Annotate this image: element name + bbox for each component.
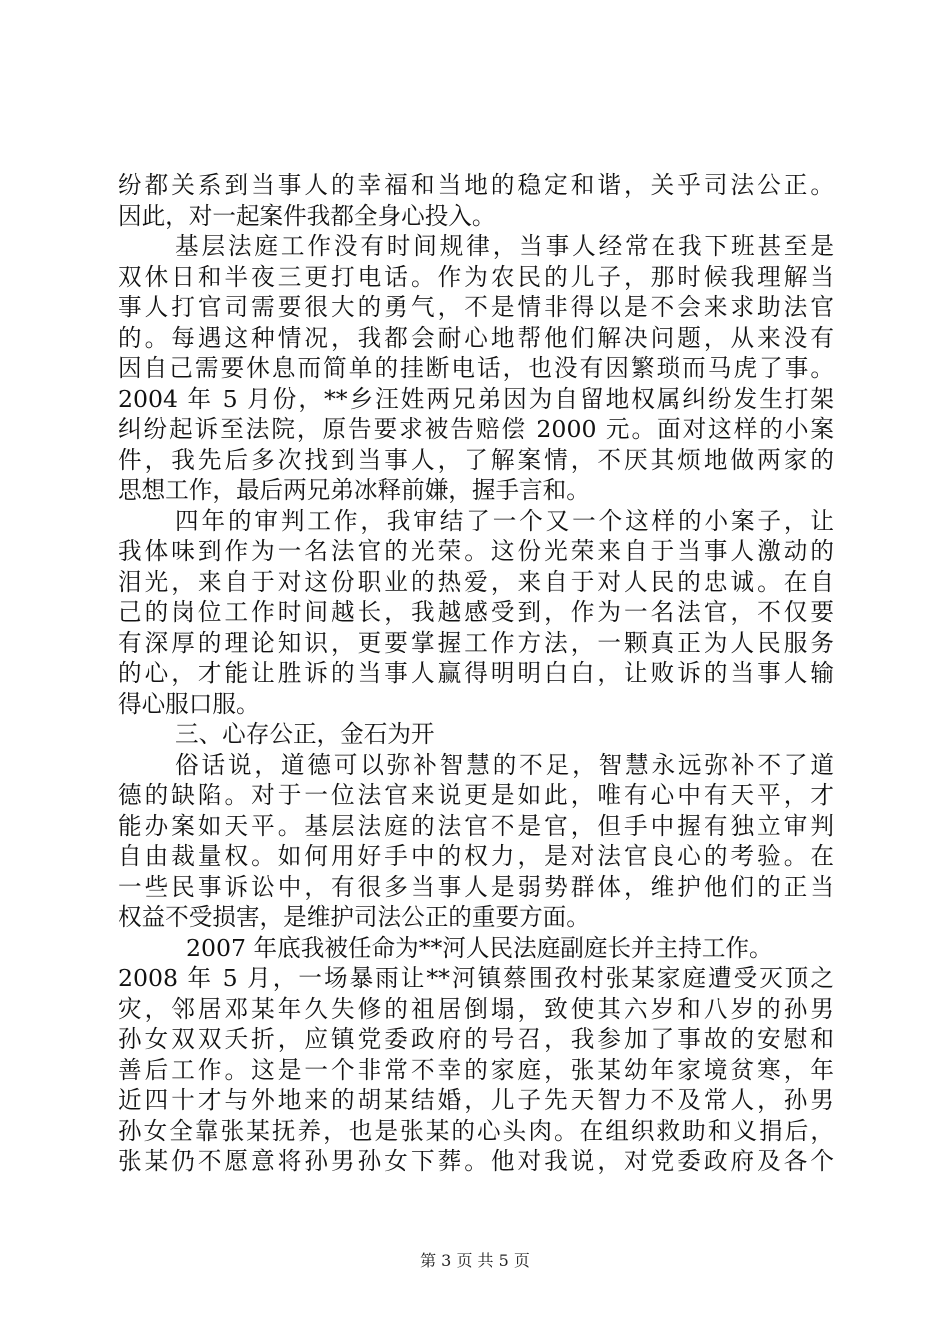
text-line: 孙女双双夭折，应镇党委政府的号召，我参加了事故的安慰和 <box>118 1025 834 1053</box>
text-line: 近四十才与外地来的胡某结婚，儿子先天智力不及常人，孙男 <box>118 1086 834 1114</box>
text-line: 2004 年 5 月份，**乡汪姓两兄弟因为自留地权属纠纷发生打架 <box>118 384 834 413</box>
text-line: 基层法庭工作没有时间规律，当事人经常在我下班甚至是 <box>175 232 834 260</box>
text-line: 纷都关系到当事人的幸福和当地的稳定和谐，关乎司法公正。 <box>118 171 834 199</box>
text-line: 张某仍不愿意将孙男孙女下葬。他对我说，对党委政府及各个 <box>118 1147 834 1175</box>
text-line: 的。每遇这种情况，我都会耐心地帮他们解决问题，从来没有 <box>118 323 834 352</box>
text-line: 件，我先后多次找到当事人，了解案情，不厌其烦地做两家的 <box>118 445 834 474</box>
text-line: 己的岗位工作时间越长，我越感受到，作为一名法官，不仅要 <box>118 598 834 626</box>
text-line: 一些民事诉讼中，有很多当事人是弱势群体，维护他们的正当 <box>118 872 834 901</box>
text-line: 善后工作。这是一个非常不幸的家庭，张某幼年家境贫寒，年 <box>118 1055 834 1084</box>
text-line: 俗话说，道德可以弥补智慧的不足，智慧永远弥补不了道 <box>175 750 834 779</box>
text-line: 2008 年 5 月，一场暴雨让**河镇蔡围孜村张某家庭遭受灭顶之 <box>118 964 834 992</box>
text-line: 双休日和半夜三更打电话。作为农民的儿子，那时候我理解当 <box>118 262 834 291</box>
document-body <box>118 170 834 1177</box>
text-line: 自由裁量权。如何用好手中的权力，是对法官良心的考验。在 <box>118 842 834 870</box>
text-line: 2007 年底我被任命为**河人民法庭副庭长并主持工作。 <box>186 933 773 962</box>
text-line: 思想工作，最后两兄弟冰释前嫌，握手言和。 <box>118 476 590 504</box>
text-line: 四年的审判工作，我审结了一个又一个这样的小案子，让 <box>175 506 834 535</box>
page-footer: 第 3 页 共 5 页 <box>420 1251 530 1270</box>
text-line: 得心服口服。 <box>118 689 260 718</box>
text-line: 权益不受损害，是维护司法公正的重要方面。 <box>118 903 590 931</box>
text-line: 纠纷起诉至法院，原告要求被告赔偿 2000 元。面对这样的小案 <box>118 415 834 443</box>
text-line: 我体味到作为一名法官的光荣。这份光荣来自于当事人激动的 <box>118 537 834 565</box>
text-line: 因自己需要休息而简单的挂断电话，也没有因繁琐而马虎了事。 <box>118 354 834 382</box>
text-line: 德的缺陷。对于一位法官来说更是如此，唯有心中有天平，才 <box>118 781 834 809</box>
text-line: 灾，邻居邓某年久失修的祖居倒塌，致使其六岁和八岁的孙男 <box>118 994 834 1023</box>
text-line: 的心，才能让胜诉的当事人赢得明明白白，让败诉的当事人输 <box>118 659 834 687</box>
text-line: 因此，对一起案件我都全身心投入。 <box>118 201 496 230</box>
text-line: 泪光，来自于对这份职业的热爱，来自于对人民的忠诚。在自 <box>118 567 834 596</box>
text-line: 有深厚的理论知识，更要掌握工作方法，一颗真正为人民服务 <box>118 628 834 657</box>
text-line: 三、心存公正，金石为开 <box>175 720 435 748</box>
text-line: 孙女全靠张某抚养，也是张某的心头肉。在组织救助和义捐后， <box>118 1116 834 1145</box>
text-line: 能办案如天平。基层法庭的法官不是官，但手中握有独立审判 <box>118 811 834 840</box>
text-line: 事人打官司需要很大的勇气，不是情非得以是不会来求助法官 <box>118 293 834 321</box>
